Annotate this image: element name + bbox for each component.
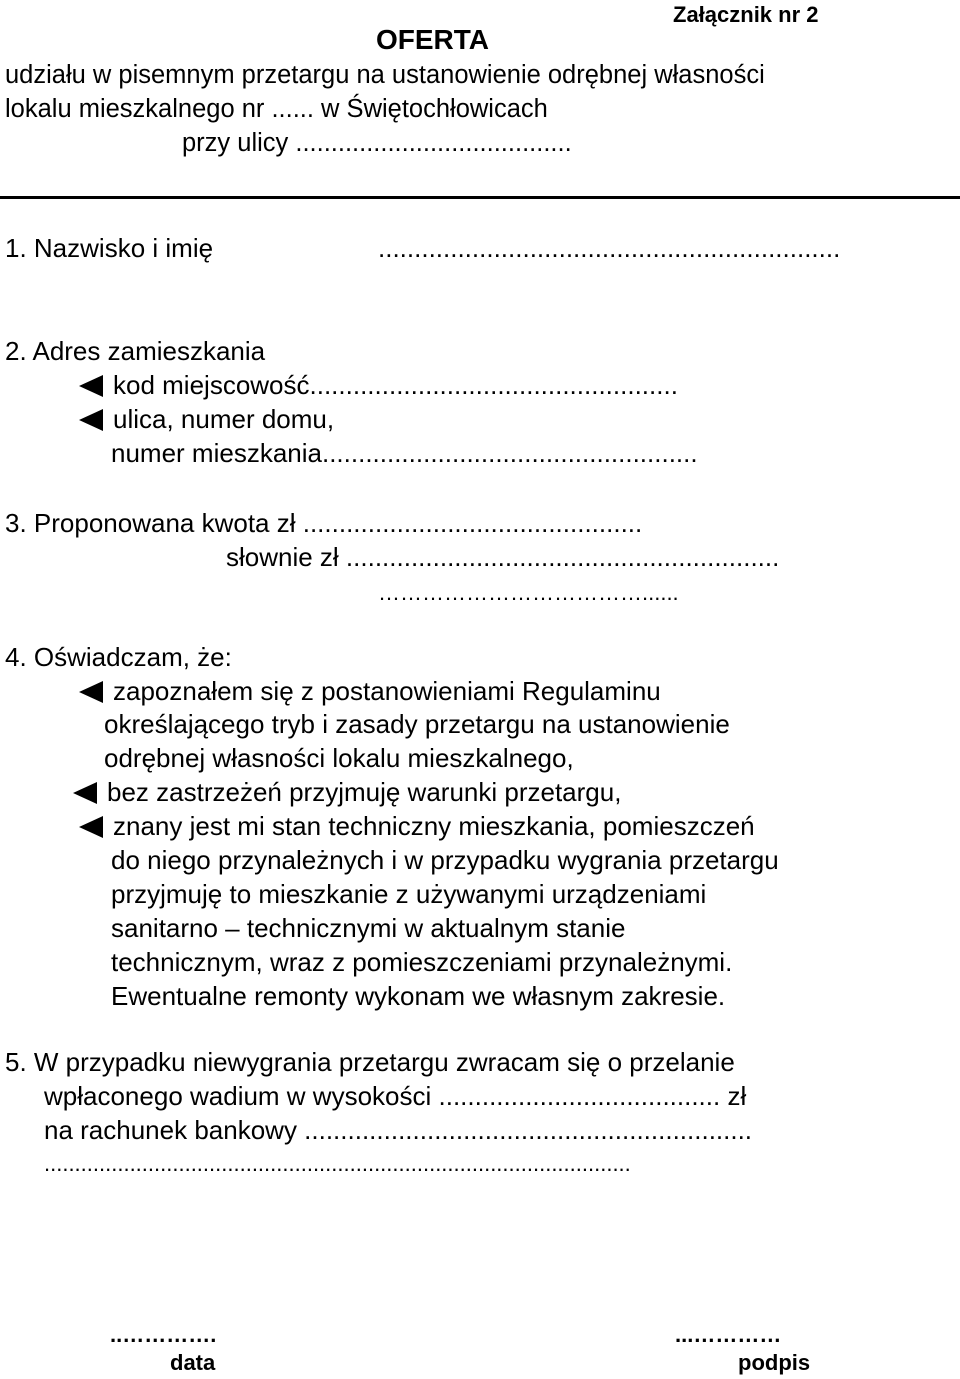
amount-dots-line: ………………………………...... xyxy=(378,580,679,605)
subtitle-line-1: udziału w pisemnym przetargu na ustanowienie odrębnej własności xyxy=(5,61,765,89)
declaration-text: sanitarno – technicznymi w aktualnym stanie xyxy=(111,913,626,943)
proposed-amount-field: 3. Proponowana kwota zł ............................................... xyxy=(5,508,643,538)
name-dots: ................................................................ xyxy=(378,233,841,263)
name-label: 1. Nazwisko i imię xyxy=(5,233,214,263)
declaration-item-3 xyxy=(79,809,755,843)
refund-request-text: 5. W przypadku niewygrania przetargu zwracam się o przelanie xyxy=(5,1047,735,1077)
declaration-text: zapoznałem się z postanowieniami Regulaminu xyxy=(113,676,661,706)
declaration-item-1 xyxy=(79,674,661,708)
date-label: data xyxy=(170,1350,216,1375)
declaration-text: przyjmuję to mieszkanie z używanymi urządzeniami xyxy=(111,879,707,909)
declaration-text: bez zastrzeżeń przyjmuję warunki przetargu, xyxy=(107,777,622,807)
header-divider xyxy=(0,196,960,199)
date-dots: ..…………. xyxy=(110,1322,217,1347)
signature-label: podpis xyxy=(738,1350,811,1375)
triangle-bullet-icon xyxy=(79,375,103,397)
bank-account-field: na rachunek bankowy .............................................................. xyxy=(44,1115,753,1145)
declaration-text: odrębnej własności lokalu mieszkalnego, xyxy=(104,743,574,773)
triangle-bullet-icon xyxy=(79,816,103,838)
document-title: OFERTA xyxy=(376,24,490,55)
address-street-row xyxy=(79,402,334,436)
subtitle-line-3: przy ulicy ....................................... xyxy=(182,129,572,157)
declaration-text: technicznym, wraz z pomieszczeniami przynależnymi. xyxy=(111,947,733,977)
postal-code-field: kod miejscowość................................................... xyxy=(113,370,678,400)
triangle-bullet-icon xyxy=(73,782,97,804)
subtitle-line-2: lokalu mieszkalnego nr ...... w Świętochłowicach xyxy=(5,95,548,123)
declaration-item-2 xyxy=(73,775,621,809)
address-label: 2. Adres zamieszkania xyxy=(5,336,266,366)
declaration-text: Ewentualne remonty wykonam we własnym zakresie. xyxy=(111,981,726,1011)
apartment-number-field: numer mieszkania.................................................... xyxy=(111,438,698,468)
declaration-text: określającego tryb i zasady przetargu na ustanowienie xyxy=(104,709,730,739)
attachment-label: Załącznik nr 2 xyxy=(673,2,819,27)
bank-account-dots: ................................................................................................ xyxy=(44,1151,631,1176)
declaration-text: do niego przynależnych i w przypadku wygrania przetargu xyxy=(111,845,779,875)
street-field: ulica, numer domu, xyxy=(113,404,335,434)
declaration-text: znany jest mi stan techniczny mieszkania, pomieszczeń xyxy=(113,811,755,841)
amount-in-words-field: słownie zł ............................................................ xyxy=(226,542,780,572)
address-postal-row xyxy=(79,368,678,402)
signature-dots: ...………… xyxy=(675,1322,782,1347)
triangle-bullet-icon xyxy=(79,681,103,703)
deposit-amount-field: wpłaconego wadium w wysokości ....................................... zł xyxy=(44,1081,747,1111)
declaration-label: 4. Oświadczam, że: xyxy=(5,642,232,672)
triangle-bullet-icon xyxy=(79,409,103,431)
